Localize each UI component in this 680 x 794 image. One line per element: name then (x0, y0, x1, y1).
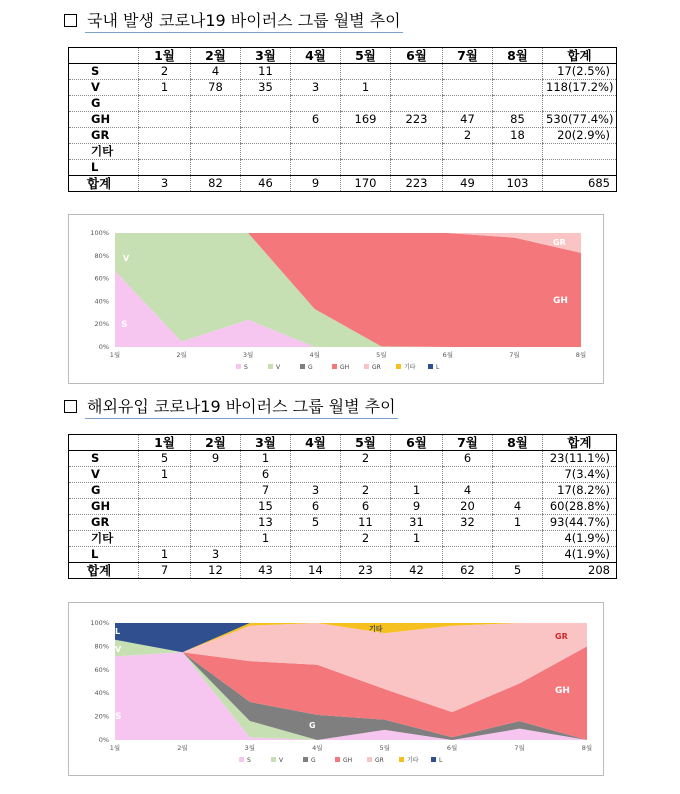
table-cell: 1 (391, 531, 443, 547)
table-cell (493, 483, 543, 499)
table-cell: 530(77.4%) (543, 112, 617, 128)
y-tick-label: 40% (94, 689, 109, 698)
x-tick-label: 5월 (379, 744, 390, 752)
column-header: 7월 (443, 435, 493, 451)
table-cell: 11 (241, 64, 291, 80)
legend-swatch (303, 757, 308, 762)
domestic-chart-svg (69, 215, 603, 383)
table-cell (139, 144, 191, 160)
legend (236, 363, 440, 371)
table-cell: 5 (291, 515, 341, 531)
checkbox-icon (64, 400, 77, 413)
section2-title: 해외유입 코로나19 바이러스 그룹 월별 추이 (85, 394, 398, 419)
table-cell (391, 451, 443, 467)
row-label: GR (69, 515, 139, 531)
row-label: G (69, 96, 139, 112)
table-cell: 2 (443, 128, 493, 144)
legend-label: G (308, 364, 313, 371)
legend-swatch (367, 757, 372, 762)
area-annotation: GH (555, 686, 570, 696)
table-cell: 3 (191, 547, 241, 563)
table-cell: 93(44.7%) (543, 515, 617, 531)
table-cell: 2 (341, 531, 391, 547)
y-tick-label: 100% (90, 619, 109, 627)
table-cell: 9 (191, 451, 241, 467)
table-cell (341, 467, 391, 483)
area-annotation: GR (555, 632, 568, 641)
table-cell (191, 128, 241, 144)
table-row (69, 64, 617, 80)
table-row (69, 144, 617, 160)
x-tick-label: 6월 (446, 744, 458, 752)
table-cell (291, 451, 341, 467)
y-tick-label: 0% (98, 736, 109, 744)
row-label: 합계 (69, 176, 139, 192)
table-cell: 685 (543, 176, 617, 192)
legend-label: S (244, 364, 248, 371)
area-annotation: L (115, 627, 121, 636)
x-tick-label: 5월 (376, 351, 387, 359)
column-header (69, 48, 139, 64)
table-cell (391, 160, 443, 176)
table-cell: 7 (139, 563, 191, 579)
legend-swatch (300, 364, 305, 369)
legend-label: V (279, 757, 284, 764)
table-cell: 32 (443, 515, 493, 531)
table-cell (291, 467, 341, 483)
header-row (69, 435, 617, 451)
table-cell (543, 96, 617, 112)
section2-heading (64, 394, 398, 419)
table-cell: 20 (443, 499, 493, 515)
table-cell (341, 96, 391, 112)
legend (239, 756, 443, 764)
table-cell (291, 64, 341, 80)
table-cell: 1 (241, 531, 291, 547)
row-label: GH (69, 499, 139, 515)
column-header: 5월 (341, 48, 391, 64)
table-row (69, 499, 617, 515)
table-cell: 9 (291, 176, 341, 192)
legend-label: GH (340, 364, 350, 371)
table-cell (391, 80, 443, 96)
table-row (69, 128, 617, 144)
domestic-table (68, 47, 617, 192)
table-cell (191, 96, 241, 112)
table-cell: 1 (241, 451, 291, 467)
x-tick-label: 6월 (442, 351, 454, 359)
table-cell: 170 (341, 176, 391, 192)
table-row (69, 80, 617, 96)
column-header: 4월 (291, 48, 341, 64)
table-cell: 6 (291, 112, 341, 128)
table-cell: 5 (139, 451, 191, 467)
table-cell: 35 (241, 80, 291, 96)
table-cell: 49 (443, 176, 493, 192)
domestic-chart (68, 214, 604, 384)
table-cell: 6 (241, 467, 291, 483)
table-cell (139, 128, 191, 144)
x-tick-label: 4월 (312, 744, 323, 752)
column-header: 합계 (543, 435, 617, 451)
table-cell (139, 531, 191, 547)
x-tick-label: 2월 (176, 351, 187, 359)
table-cell (391, 64, 443, 80)
area-annotation: S (115, 712, 122, 722)
checkbox-icon (64, 14, 77, 27)
table-cell: 42 (391, 563, 443, 579)
table-cell: 11 (341, 515, 391, 531)
table-cell (241, 160, 291, 176)
column-header: 7월 (443, 48, 493, 64)
table-cell: 4 (443, 483, 493, 499)
table-cell (493, 531, 543, 547)
table-cell (341, 128, 391, 144)
table-cell: 3 (291, 483, 341, 499)
area-annotation: GH (553, 296, 568, 306)
table-cell (139, 515, 191, 531)
legend-swatch (428, 364, 433, 369)
table-row (69, 467, 617, 483)
table-cell (341, 64, 391, 80)
table-row (69, 451, 617, 467)
y-tick-label: 20% (94, 712, 109, 721)
row-label: G (69, 483, 139, 499)
table-cell (443, 467, 493, 483)
table-cell: 13 (241, 515, 291, 531)
column-header: 3월 (241, 48, 291, 64)
total-row (69, 563, 617, 579)
table-cell: 5 (493, 563, 543, 579)
row-label: S (69, 451, 139, 467)
table-cell (139, 112, 191, 128)
table-cell: 223 (391, 176, 443, 192)
legend-swatch (268, 364, 273, 369)
section1-heading (64, 8, 403, 33)
section1-title: 국내 발생 코로나19 바이러스 그룹 월별 추이 (85, 8, 403, 33)
table-cell: 3 (291, 80, 341, 96)
y-tick-label: 60% (94, 665, 109, 674)
table-cell (493, 144, 543, 160)
table-cell: 17(8.2%) (543, 483, 617, 499)
table-cell: 15 (241, 499, 291, 515)
table-cell: 4 (493, 499, 543, 515)
table-cell (391, 144, 443, 160)
table-cell (291, 160, 341, 176)
table-cell (191, 467, 241, 483)
table-cell (191, 160, 241, 176)
table-cell (241, 96, 291, 112)
table-cell: 20(2.9%) (543, 128, 617, 144)
table-cell (341, 547, 391, 563)
legend-swatch (364, 364, 369, 369)
table-cell: 1 (391, 483, 443, 499)
table-cell (291, 144, 341, 160)
table-cell: 6 (443, 451, 493, 467)
column-header: 1월 (139, 48, 191, 64)
table-row (69, 547, 617, 563)
table-cell: 4(1.9%) (543, 531, 617, 547)
header-row (69, 48, 617, 64)
x-tick-label: 1월 (109, 351, 121, 359)
column-header: 6월 (391, 48, 443, 64)
legend-label: GR (375, 757, 384, 764)
table-cell (391, 96, 443, 112)
table-cell: 17(2.5%) (543, 64, 617, 80)
table-cell (391, 547, 443, 563)
area-annotation: S (121, 320, 128, 330)
area-annotation: G (309, 721, 316, 730)
x-tick-label: 7월 (509, 351, 520, 359)
column-header: 8월 (493, 435, 543, 451)
legend-label: S (247, 757, 251, 764)
row-label: V (69, 467, 139, 483)
table-cell: 43 (241, 563, 291, 579)
table-cell (291, 547, 341, 563)
table-cell (191, 112, 241, 128)
y-tick-label: 100% (90, 229, 109, 237)
row-label: 기타 (69, 144, 139, 160)
legend-label: L (439, 757, 443, 764)
table-cell: 1 (493, 515, 543, 531)
table-cell (391, 467, 443, 483)
table-cell: 1 (341, 80, 391, 96)
legend-swatch (239, 757, 244, 762)
table-cell (139, 499, 191, 515)
table-cell: 18 (493, 128, 543, 144)
area-annotation: V (115, 645, 122, 654)
table-cell (493, 467, 543, 483)
area-annotation: V (123, 254, 130, 263)
table-cell (493, 547, 543, 563)
table-cell: 4 (191, 64, 241, 80)
table-cell (443, 80, 493, 96)
x-tick-label: 7월 (514, 744, 525, 752)
table-cell: 169 (341, 112, 391, 128)
column-header: 6월 (391, 435, 443, 451)
legend-swatch (335, 757, 340, 762)
table-cell: 23(11.1%) (543, 451, 617, 467)
legend-label: GR (372, 364, 381, 371)
table-cell (241, 547, 291, 563)
table-cell (191, 483, 241, 499)
table-cell (493, 96, 543, 112)
x-tick-label: 4월 (309, 351, 320, 359)
column-header: 2월 (191, 48, 241, 64)
overseas-chart (68, 602, 604, 776)
legend-label: 기타 (407, 757, 419, 764)
column-header: 3월 (241, 435, 291, 451)
table-cell: 2 (139, 64, 191, 80)
y-tick-label: 80% (94, 642, 109, 651)
x-tick-label: 8월 (575, 351, 587, 359)
table-cell: 78 (191, 80, 241, 96)
table-cell: 223 (391, 112, 443, 128)
x-tick-label: 1월 (109, 744, 121, 752)
table-cell (241, 112, 291, 128)
row-label: GR (69, 128, 139, 144)
row-label: 기타 (69, 531, 139, 547)
table-cell (191, 144, 241, 160)
table-cell: 62 (443, 563, 493, 579)
table-cell (493, 451, 543, 467)
table-cell: 208 (543, 563, 617, 579)
table-cell (443, 144, 493, 160)
legend-swatch (271, 757, 276, 762)
legend-swatch (431, 757, 436, 762)
y-tick-label: 0% (98, 343, 109, 351)
table-cell (443, 160, 493, 176)
table-cell: 23 (341, 563, 391, 579)
table-cell (341, 144, 391, 160)
overseas-table (68, 434, 617, 579)
legend-label: G (311, 757, 316, 764)
y-tick-label: 40% (94, 297, 109, 306)
column-header (69, 435, 139, 451)
row-label: GH (69, 112, 139, 128)
table-cell (139, 483, 191, 499)
table-cell (341, 160, 391, 176)
table-cell: 9 (391, 499, 443, 515)
row-label: 합계 (69, 563, 139, 579)
table-cell (241, 144, 291, 160)
legend-swatch (399, 757, 404, 762)
table-cell (391, 128, 443, 144)
table-cell: 60(28.8%) (543, 499, 617, 515)
table-cell: 7 (241, 483, 291, 499)
table-cell (139, 96, 191, 112)
table-cell: 2 (341, 451, 391, 467)
x-tick-label: 8월 (581, 744, 593, 752)
table-cell: 47 (443, 112, 493, 128)
column-header: 4월 (291, 435, 341, 451)
table-cell: 12 (191, 563, 241, 579)
table-cell: 4(1.9%) (543, 547, 617, 563)
x-tick-label: 3월 (244, 744, 256, 752)
table-cell: 1 (139, 547, 191, 563)
overseas-chart-svg (69, 603, 603, 775)
table-cell: 2 (341, 483, 391, 499)
legend-label: GH (343, 757, 353, 764)
table-cell (191, 531, 241, 547)
legend-swatch (332, 364, 337, 369)
row-label: S (69, 64, 139, 80)
table-cell: 82 (191, 176, 241, 192)
table-cell (493, 64, 543, 80)
column-header: 2월 (191, 435, 241, 451)
legend-swatch (236, 364, 241, 369)
table-cell: 3 (139, 176, 191, 192)
table-cell (291, 531, 341, 547)
x-tick-label: 2월 (177, 744, 188, 752)
legend-swatch (396, 364, 401, 369)
legend-label: V (276, 364, 281, 371)
table-cell (443, 531, 493, 547)
y-tick-label: 20% (94, 320, 109, 329)
total-row (69, 176, 617, 192)
table-cell (543, 144, 617, 160)
legend-label: 기타 (404, 364, 416, 371)
table-cell: 46 (241, 176, 291, 192)
table-cell (543, 160, 617, 176)
table-cell: 31 (391, 515, 443, 531)
table-row (69, 483, 617, 499)
table-cell: 7(3.4%) (543, 467, 617, 483)
column-header: 1월 (139, 435, 191, 451)
column-header: 8월 (493, 48, 543, 64)
table-row (69, 160, 617, 176)
table-cell (493, 160, 543, 176)
row-label: V (69, 80, 139, 96)
table-cell (443, 96, 493, 112)
table-cell (443, 64, 493, 80)
legend-label: L (436, 364, 440, 371)
table-cell (291, 128, 341, 144)
table-cell: 118(17.2%) (543, 80, 617, 96)
column-header: 합계 (543, 48, 617, 64)
table-cell: 14 (291, 563, 341, 579)
table-cell (139, 160, 191, 176)
x-tick-label: 3월 (242, 351, 254, 359)
table-row (69, 531, 617, 547)
table-row (69, 515, 617, 531)
table-cell (443, 547, 493, 563)
table-cell (493, 80, 543, 96)
table-cell (191, 515, 241, 531)
table-cell: 1 (139, 80, 191, 96)
table-cell (191, 499, 241, 515)
y-tick-label: 60% (94, 274, 109, 283)
table-cell: 1 (139, 467, 191, 483)
row-label: L (69, 160, 139, 176)
table-cell: 85 (493, 112, 543, 128)
table-cell (291, 96, 341, 112)
column-header: 5월 (341, 435, 391, 451)
table-cell: 6 (341, 499, 391, 515)
table-cell (241, 128, 291, 144)
row-label: L (69, 547, 139, 563)
area-annotation: 기타 (369, 625, 383, 633)
table-row (69, 96, 617, 112)
table-cell: 6 (291, 499, 341, 515)
y-tick-label: 80% (94, 251, 109, 260)
table-row (69, 112, 617, 128)
table-cell: 103 (493, 176, 543, 192)
area-annotation: GR (553, 238, 566, 247)
